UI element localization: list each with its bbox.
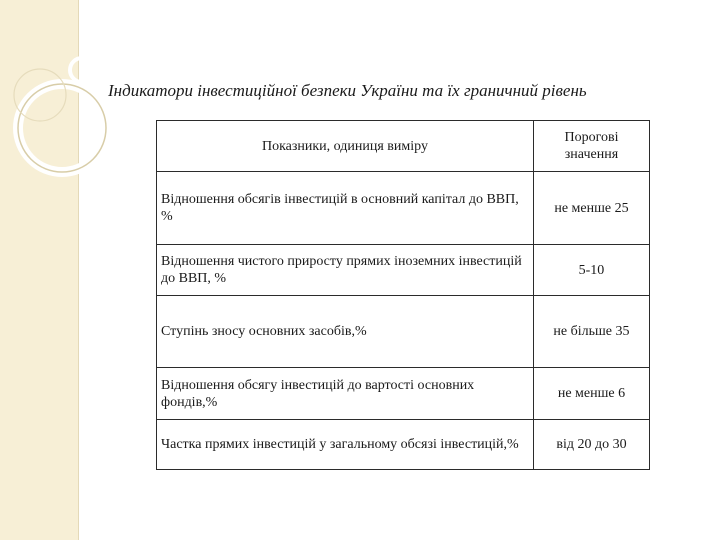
table-row [157, 172, 650, 245]
indicator-cell: Ступінь зносу основних засобів,% [157, 296, 534, 368]
indicator-cell: Частка прямих інвестицій у загальному обсязі інвестицій,% [157, 420, 534, 470]
table-row [157, 245, 650, 296]
threshold-cell: не більше 35 [533, 296, 649, 368]
indicators-table [156, 120, 650, 470]
side-decoration-band [0, 0, 79, 540]
indicator-cell: Відношення обсягу інвестицій до вартості основних фондів,% [157, 368, 534, 420]
table-row [157, 420, 650, 470]
indicator-cell: Відношення обсягів інвестицій в основний капітал до ВВП, % [157, 172, 534, 245]
header-threshold: Порогові значення [533, 121, 649, 172]
threshold-cell: від 20 до 30 [533, 420, 649, 470]
threshold-cell: не менше 6 [533, 368, 649, 420]
page-title: Індикатори інвестиційної безпеки України та їх граничний рівень [108, 81, 587, 100]
table-header-row [157, 121, 650, 172]
table-row [157, 296, 650, 368]
threshold-cell: не менше 25 [533, 172, 649, 245]
table-row [157, 368, 650, 420]
header-indicator: Показники, одиниця виміру [157, 121, 534, 172]
indicator-cell: Відношення чистого приросту прямих іноземних інвестицій до ВВП, % [157, 245, 534, 296]
threshold-cell: 5-10 [533, 245, 649, 296]
